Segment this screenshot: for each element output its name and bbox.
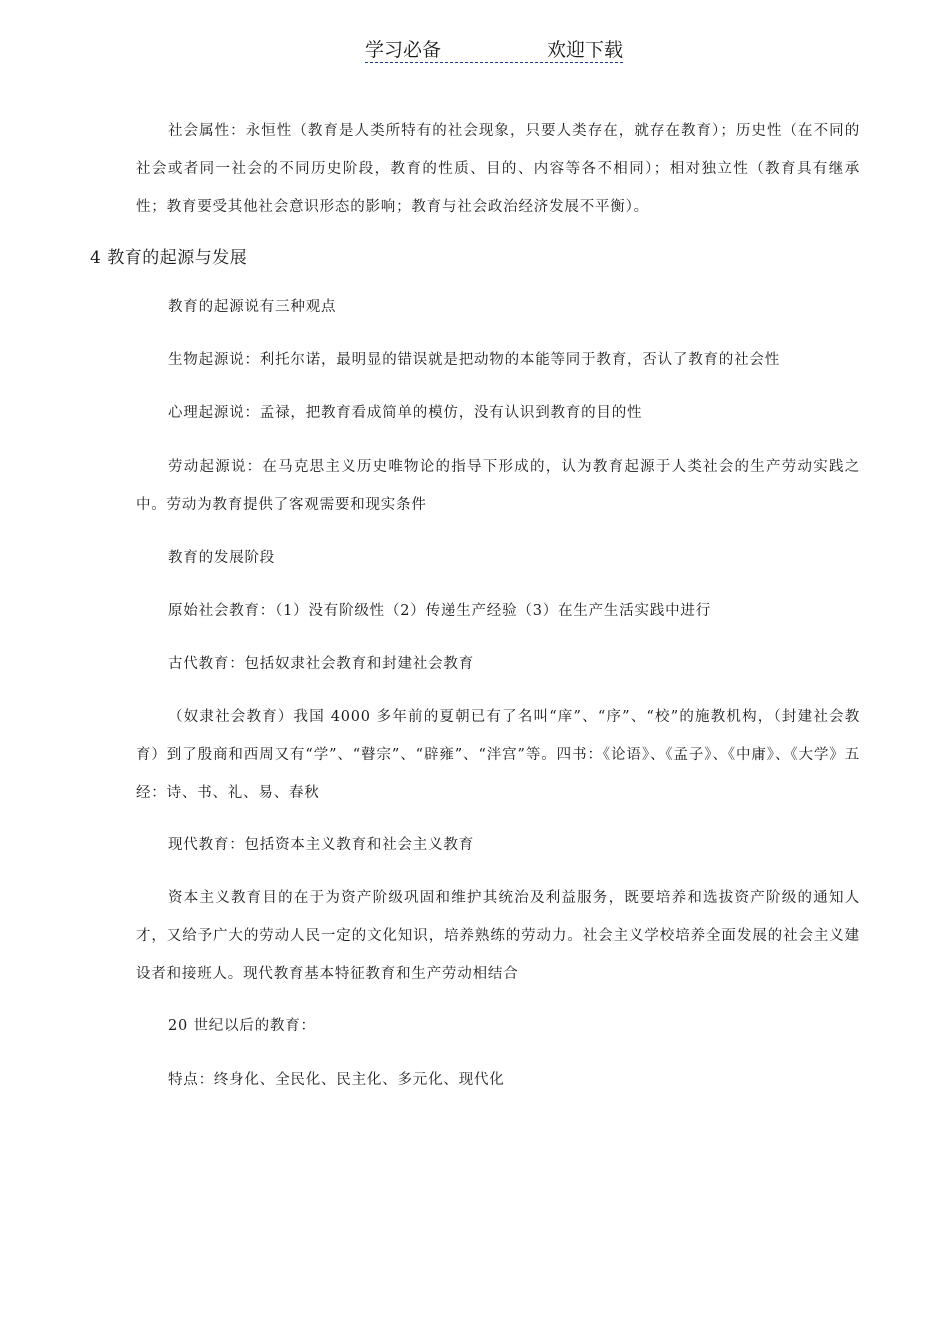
paragraph-biological-origin: 生物起源说：利托尔诺，最明显的错误就是把动物的本能等同于教育，否认了教育的社会性 [168,352,780,368]
paragraph-modern-education: 现代教育：包括资本主义教育和社会主义教育 [168,837,474,853]
paragraph-capitalist-socialist-education: 资本主义教育目的在于为资产阶级巩固和维护其统治及利益服务，既要培养和选拔资产阶级的通知人才，又给予广大的劳动人民一定的文化知识，培养熟练的劳动力。社会主义学校培养全面发展的社会主义建设者和接班人。现代教育基本特征教育和生产劳动相结合 [136,890,860,982]
paragraph-20th-century-education: 20 世纪以后的教育： [168,1018,316,1034]
paragraph-origin-theories-intro: 教育的起源说有三种观点 [168,299,337,315]
paragraph-characteristics: 特点：终身化、全民化、民主化、多元化、现代化 [168,1072,505,1088]
paragraph-labor-origin: 劳动起源说：在马克思主义历史唯物论的指导下形成的，认为教育起源于人类社会的生产劳动实践之中。劳动为教育提供了客观需要和现实条件 [136,459,860,513]
paragraph-social-attributes: 社会属性：永恒性（教育是人类所特有的社会现象，只要人类存在，就存在教育）；历史性（在不同的社会或者同一社会的不同历史阶段，教育的性质、目的、内容等各不相同）；相对独立性（教育具有继承性；教育要受其他社会意识形态的影响；教育与社会政治经济发展不平衡）。 [136,123,860,215]
header-left-text: 学习必备 [365,39,442,61]
page-header [365,38,623,63]
header-right-text: 欢迎下载 [546,39,623,61]
paragraph-psychological-origin: 心理起源说：孟禄，把教育看成简单的模仿，没有认识到教育的目的性 [168,405,643,421]
paragraph-slave-feudal-education: （奴隶社会教育）我国 4000 多年前的夏朝已有了名叫“庠”、“序”、“校”的施教机构，（封建社会教育）到了殷商和西周又有“学”、“瞽宗”、“辟雍”、“泮宫”等。四书：《论语》、《孟子》、《中庸》、《大学》五经：诗、书、礼、易、春秋 [136,709,860,801]
paragraph-primitive-education: 原始社会教育：（1）没有阶级性（2）传递生产经验（3）在生产生活实践中进行 [168,603,712,619]
paragraph-development-stages: 教育的发展阶段 [168,550,276,566]
paragraph-ancient-education: 古代教育：包括奴隶社会教育和封建社会教育 [168,656,474,672]
section-heading-origin-development: 4 教育的起源与发展 [90,248,248,268]
